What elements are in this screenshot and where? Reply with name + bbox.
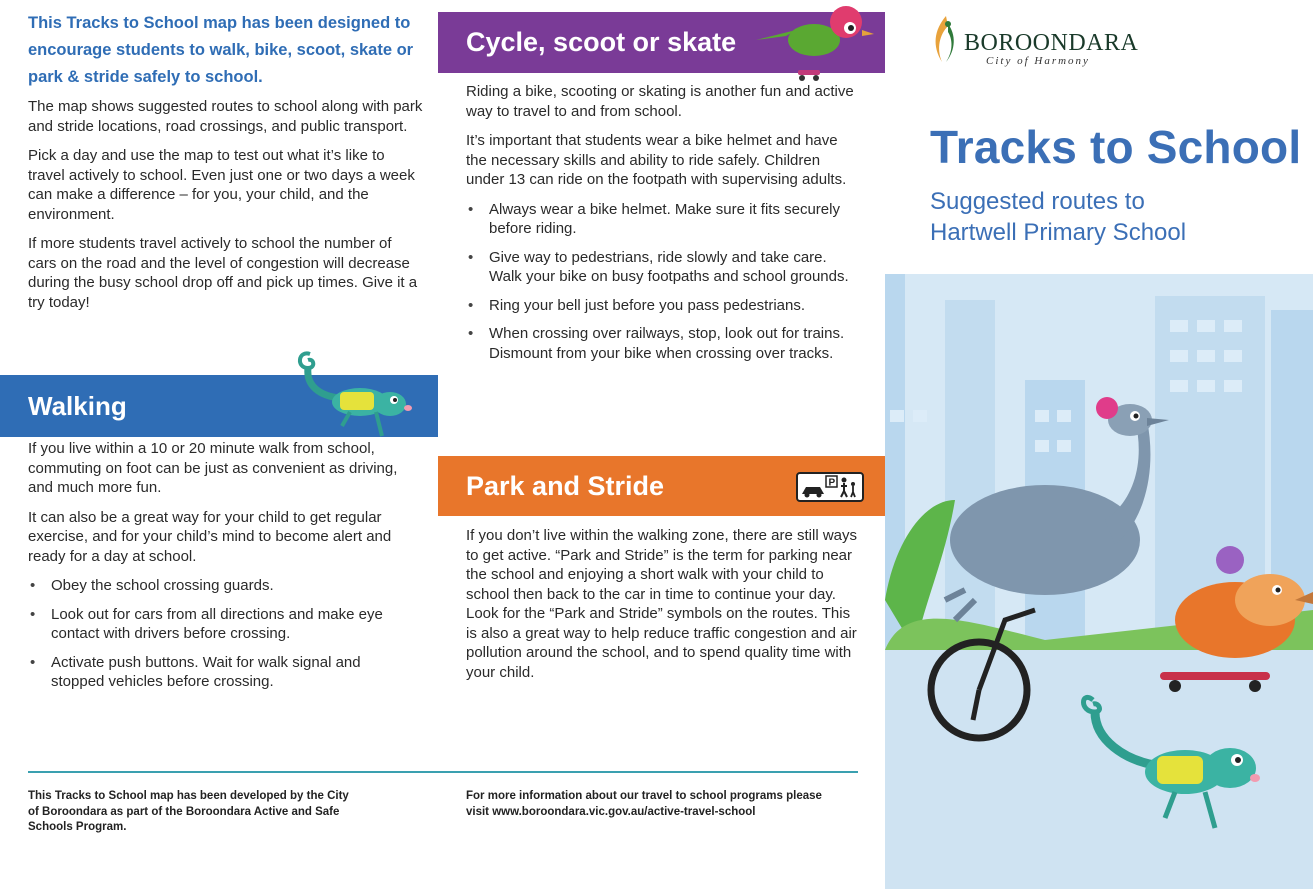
- cycle-content: [466, 82, 861, 372]
- cycle-paragraph: It’s important that students wear a bike helmet and have the necessary skills and ability to ride safely. Children under 13 can ride on the footpath with supervising adults.: [466, 132, 847, 188]
- lizard-mascot-illustration: [290, 346, 420, 446]
- walking-content: [28, 439, 403, 701]
- list-item: • When crossing over railways, stop, look out for trains. Dismount from your bike when crossing over tracks.: [466, 324, 861, 363]
- walking-paragraph: If you live within a 10 or 20 minute walk from school, commuting on foot can be just as convenient as driving, and much more fun.: [28, 440, 398, 496]
- flame-logo-icon: [930, 14, 964, 69]
- footer-divider: [28, 771, 858, 773]
- cycle-title: Cycle, scoot or skate: [466, 27, 737, 57]
- subtitle-line: Suggested routes to: [930, 188, 1145, 215]
- list-item: • Obey the school crossing guards.: [28, 576, 403, 596]
- intro-paragraph: If more students travel actively to school the number of cars on the road and the level of congestion will decrease during the busy school drop off and pick up times. Give it a try today!: [28, 235, 418, 311]
- left-column: [0, 0, 438, 889]
- boroondara-logo: [930, 14, 1150, 69]
- cycle-tips-list: [466, 200, 861, 364]
- list-item: • Give way to pedestrians, ride slowly and take care. Walk your bike on busy footpaths and school grounds.: [466, 248, 861, 287]
- footer-more-info: For more information about our travel to school programs please visit www.boroondara.vic.gov.au/active-travel-school: [466, 790, 822, 818]
- list-item: • Look out for cars from all directions and make eye contact with drivers before crossing.: [28, 605, 403, 644]
- footer-credit: This Tracks to School map has been developed by the City of Boroondara as part of the Boroondara Active and Safe Schools Program.: [28, 790, 349, 833]
- park-and-stride-icon: [796, 472, 864, 502]
- park-stride-paragraph: If you don’t live within the walking zone, there are still ways to get active. “Park and Stride” is the term for parking near the school and enjoying a short walk with your child to school then back to the car in time to continue your day. Look for the “Park and Stride” symbols on the routes. This is also a great way to help reduce traffic congestion and air pollution around the school, and to spend quality time with your child.: [466, 527, 858, 681]
- walking-paragraph: It can also be a great way for your child to get regular exercise, and for your child’s mind to become alert and ready for a day at school.: [28, 508, 392, 565]
- cycle-paragraph: Riding a bike, scooting or skating is another fun and active way to travel to and from school.: [466, 83, 854, 120]
- park-stride-content: [466, 526, 861, 692]
- middle-column: [438, 0, 885, 889]
- intro-heading: This Tracks to School map has been designed to encourage students to walk, bike, scoot, skate or park & stride safely to school.: [28, 14, 414, 86]
- subtitle-line: Hartwell Primary School: [930, 219, 1187, 246]
- logo-tagline: City of Harmony: [986, 55, 1090, 67]
- intro-paragraph: The map shows suggested routes to school along with park and stride locations, road crossings, and public transport.: [28, 98, 423, 135]
- list-item: • Activate push buttons. Wait for walk signal and stopped vehicles before crossing.: [28, 653, 403, 692]
- list-item: • Always wear a bike helmet. Make sure it fits securely before riding.: [466, 200, 861, 239]
- parking-sign-letter: P: [828, 477, 836, 489]
- walking-tips-list: [28, 576, 403, 692]
- page-title: Tracks to School: [930, 121, 1302, 173]
- intro-paragraph: Pick a day and use the map to test out what it’s like to travel actively to school. Even just one or two days a week can make a difference – for you, your child, and the environment.: [28, 147, 415, 223]
- list-item: • Ring your bell just before you pass pedestrians.: [466, 296, 861, 316]
- walking-title: Walking: [28, 390, 127, 421]
- intro-section: [28, 10, 423, 322]
- skating-bird-illustration: [746, 0, 881, 82]
- logo-name: BOROONDARA: [964, 30, 1139, 56]
- park-stride-title: Park and Stride: [466, 470, 665, 501]
- page-subtitle: [930, 186, 1290, 248]
